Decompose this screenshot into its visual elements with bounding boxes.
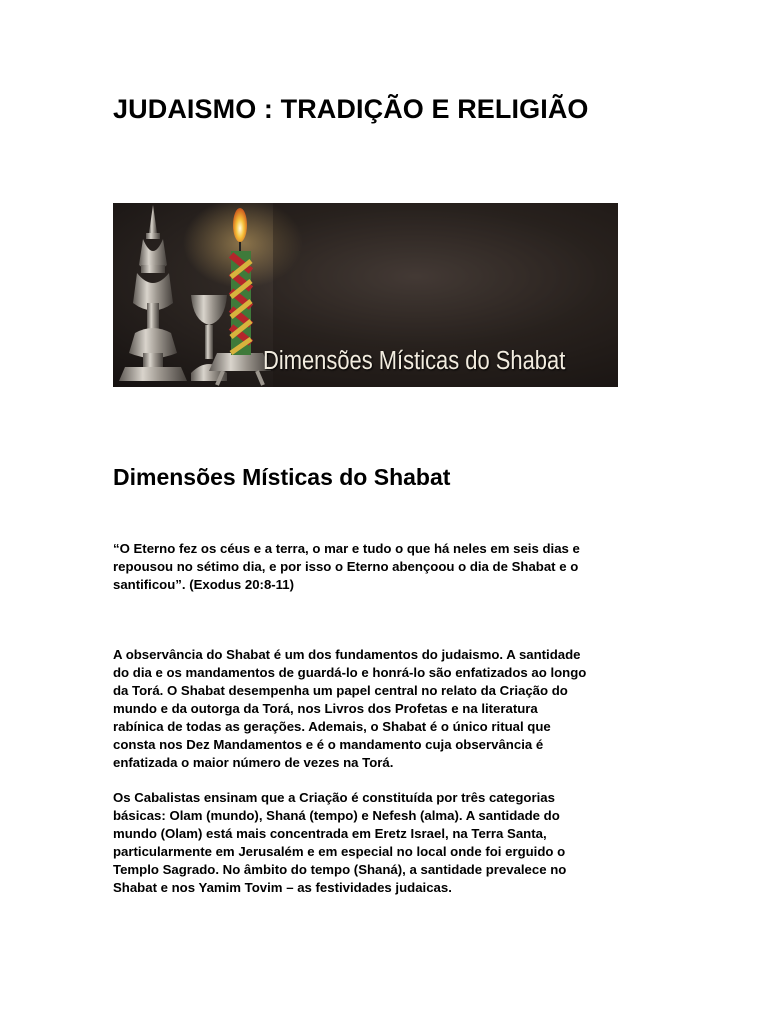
quote-line: santificou”. (Exodus 20:8-11): [113, 577, 295, 592]
body-paragraph-2: [113, 789, 643, 897]
paragraph-line: do dia e os mandamentos de guardá-lo e honrá-lo são enfatizados ao longo: [113, 665, 587, 680]
section-title: Dimensões Místicas do Shabat: [113, 464, 451, 490]
paragraph-line: enfatizada o maior número de vezes na Torá.: [113, 755, 394, 770]
paragraph-line: A observância do Shabat é um dos fundamentos do judaismo. A santidade: [113, 647, 581, 662]
quote-paragraph: [113, 540, 658, 594]
paragraph-line: particularmente em Jerusalém e em especial no local onde foi erguido o: [113, 844, 566, 859]
spice-tower-icon: [119, 205, 187, 381]
paragraph-line: básicas: Olam (mundo), Shaná (tempo) e Nefesh (alma). A santidade do: [113, 808, 560, 823]
banner-image: [113, 203, 618, 387]
paragraph-line: consta nos Dez Mandamentos e é o mandamento cuja observância é: [113, 737, 544, 752]
page-title: JUDAISMO : TRADIÇÃO E RELIGIÃO: [113, 94, 589, 124]
paragraph-line: Shabat e nos Yamim Tovim – as festividades judaicas.: [113, 880, 452, 895]
paragraph-line: mundo e da outorga da Torá, nos Livros dos Profetas e na literatura: [113, 701, 538, 716]
flame-icon: [233, 208, 247, 242]
candle-holder-icon: [209, 353, 271, 385]
quote-line: repousou no sétimo dia, e por isso o Eterno abençoou o dia de Shabat e o: [113, 559, 579, 574]
paragraph-line: Os Cabalistas ensinam que a Criação é constituída por três categorias: [113, 790, 555, 805]
banner-caption: Dimensões Místicas do Shabat: [263, 347, 566, 375]
paragraph-line: da Torá. O Shabat desempenha um papel central no relato da Criação do: [113, 683, 568, 698]
body-paragraph-1: [113, 646, 668, 772]
quote-line: “O Eterno fez os céus e a terra, o mar e tudo o que há neles em seis dias e: [113, 541, 580, 556]
paragraph-line: Templo Sagrado. No âmbito do tempo (Shaná), a santidade prevalece no: [113, 862, 567, 877]
paragraph-line: rabínica de todas as gerações. Ademais, o Shabat é o único ritual que: [113, 719, 551, 734]
paragraph-line: mundo (Olam) está mais concentrada em Eretz Israel, na Terra Santa,: [113, 826, 547, 841]
